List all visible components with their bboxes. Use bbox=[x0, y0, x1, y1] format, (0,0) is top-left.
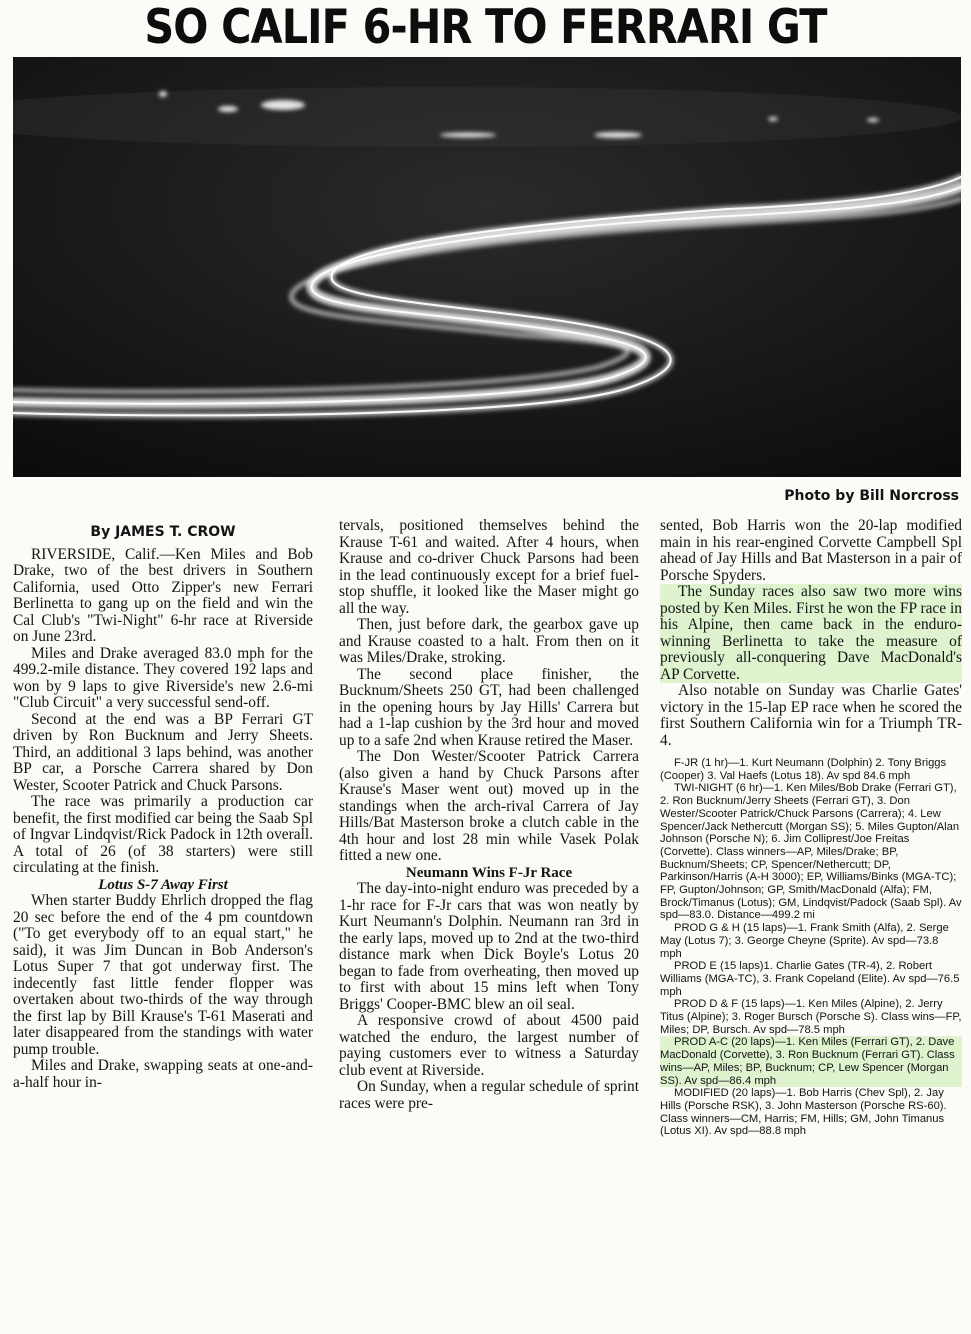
article-column-1 bbox=[13, 518, 313, 1332]
paragraph-continued: sented, Bob Harris won the 20-lap modified main in his rear-engined Corvette Campbell Spl ahead of Jay Hills and Bat Masterson in a pair of Porsche Spyders. bbox=[660, 518, 962, 584]
paragraph: Miles and Drake, swapping seats at one-and-a-half hour in- bbox=[13, 1057, 313, 1091]
paragraph: The race was primarily a production car benefit, the first modified car being the Saab Spl of Ingvar Lindqvist/Rick Padock in 12th overall. A total of 26 (of 38 starters) were still circulating at the finish. bbox=[13, 793, 313, 876]
result-entry: PROD E (15 laps)1. Charlie Gates (TR-4), 2. Robert Williams (MGA-TC), 3. Frank Copeland (Elite). Av spd—76.5 mph bbox=[660, 960, 960, 998]
race-night-photo bbox=[13, 57, 961, 477]
paragraph: The Don Wester/Scooter Patrick Carrera (also given a hand by Chuck Parsons after Krause's Maser went out) moved up in the standings when the arch-rival Carrera of Jay Hills/Bat Masterson broke a clutch cable in the 4th hour and lost 28 min while Vasek Polak fitted a new one. bbox=[339, 748, 639, 864]
paragraph: Also notable on Sunday was Charlie Gates' victory in the 15-lap EP race when he scored the first Southern California win for a Triumph TR-4. bbox=[660, 682, 962, 749]
paragraph: Then, just before dark, the gearbox gave up and Krause coasted to a halt. From then on it was Miles/Drake, stroking. bbox=[339, 616, 639, 666]
paragraph: Second at the end was a BP Ferrari GT driven by Ron Bucknum and Jerry Sheets. Third, an additional 3 laps behind, was another BP car, a Porsche Carrera shared by Don Wester, Scooter Patrick and Chuck Parsons. bbox=[13, 710, 313, 794]
result-entry: MODIFIED (20 laps)—1. Bob Harris (Chev Spl), 2. Jay Hills (Porsche RSK), 3. John Masterson (Porsche RS-60). Class winners—CM, Harris; FM, Hills; GM, John Timanus (Lotus XI). Av spd—88.8 mph bbox=[660, 1087, 947, 1138]
paragraph: Miles and Drake averaged 83.0 mph for the 499.2-mile distance. They covered 192 laps and won by 9 laps to give Riverside's new 2.6-mi "Club Circuit" a very successful send-off. bbox=[13, 644, 313, 711]
result-entry: PROD D & F (15 laps)—1. Ken Miles (Alpine), 2. Jerry Titus (Alpine); 3. Roger Bursch (Porsche S). Class wins—FP, Miles; DP, Bursch. Av spd—78.5 mph bbox=[660, 998, 962, 1036]
paragraph: RIVERSIDE, Calif.—Ken Miles and Bob Drake, two of the best drivers in Southern California, used Otto Zipper's new Ferrari Berlinetta to gang up on the field and win the Cal Club's "Twi-Night" 6-hr race at Riverside on June 23rd. bbox=[13, 545, 313, 645]
article-column-2 bbox=[339, 518, 639, 1332]
article-column-3 bbox=[660, 518, 962, 1332]
paragraph: The second place finisher, the Bucknum/Sheets 250 GT, had been challenged in the opening hours by Jay Hills' Carrera but had a 1-lap cushion by the 3rd hour and moved up to a safe 2nd when Krause retired the Maser. bbox=[339, 665, 639, 749]
result-entry: F-JR (1 hr)—1. Kurt Neumann (Dolphin) 2. Tony Briggs (Cooper) 3. Val Haefs (Lotus 18). Av spd 84.6 mph bbox=[660, 757, 947, 782]
result-entry: TWI-NIGHT (6 hr)—1. Ken Miles/Bob Drake (Ferrari GT), 2. Ron Bucknum/Jerry Sheets (Ferrari GT), 3. Don Wester/Scooter Patrick/Chuck Parsons (Carrera); 4. Lew Spencer/Jack Nethercutt (Morgan SS); 5. Miles Gupton/Alan Johnson (Porsche N); 6. Jim Colliprest/Joe Freitas (Corvette). Class winners—AP, Miles/Drake; BP, Bucknum/Sheets; CP, Spencer/Nethercutt; DP, Parkinson/Harris (A-H 3000); EP, Williams/Binks (MGA-TC); FP, Gupton/Johnson; GP, Smith/MacDonald (Alfa); FM, Brock/Timanus (Lotus); GM, Lindqvist/Padock (Saab Spl). Av spd—83.0. Distance—499.2 mi bbox=[660, 782, 962, 922]
headline: SO CALIF 6-HR TO FERRARI GT bbox=[144, 0, 827, 55]
highlighted-paragraph: The Sunday races also saw two more wins posted by Ken Miles. First he won the FP race in his Alpine, then came back in the enduro-winning Berlinetta to take the measure of previously all-conquering Dave MacDonald's AP Corvette. bbox=[660, 583, 962, 683]
photo-credit: Photo by Bill Norcross bbox=[784, 488, 959, 504]
result-entry: PROD G & H (15 laps)—1. Frank Smith (Alfa), 2. Serge May (Lotus 7); 3. George Cheyne (Sprite). Av spd—73.8 mph bbox=[660, 922, 949, 960]
paragraph: A responsive crowd of about 4500 paid watched the enduro, the largest number of paying customers ever to witness a Saturday club event at Riverside. bbox=[339, 1012, 639, 1079]
paragraph: On Sunday, when a regular schedule of sprint races were pre- bbox=[339, 1078, 639, 1112]
paragraph: The day-into-night enduro was preceded by a 1-hr race for F-Jr cars that was won neatly by Kurt Neumann's Dolphin. Neumann ran 3rd in the early laps, moved up to 2nd at the two-third distance mark when Dick Boyle's Lotus 20 began to fade from overheating, then moved up to first with about 15 mins left when Tony Briggs' Cooper-BMC blew an oil seal. bbox=[339, 880, 639, 1013]
paragraph-continued: tervals, positioned themselves behind the Krause T-61 and waited. After 4 hours, when Krause and co-driver Chuck Parsons had been in the lead continuously except for a brief fuel-stop shuffle, it looked like the Maser might go all the way. bbox=[339, 518, 639, 617]
paragraph: When starter Buddy Ehrlich dropped the flag 20 sec before the end of the 4 pm countdown ("To get everybody off to an equal start," he said), it was Jim Duncan in Bob Anderson's Lotus Super 7 that got underway first. The indecently fast little fender flopper was overtaken about two-thirds of the way through the first lap by Bill Krause's T-61 Maserati and later disappeared from the standings with water pump trouble. bbox=[13, 892, 313, 1058]
byline: By JAMES T. CROW bbox=[90, 524, 236, 540]
section-subhead: Neumann Wins F-Jr Race bbox=[405, 864, 573, 881]
section-subhead: Lotus S-7 Away First bbox=[98, 876, 228, 893]
race-results bbox=[660, 757, 962, 1138]
result-entry: PROD A-C (20 laps)—1. Ken Miles (Ferrari GT), 2. Dave MacDonald (Corvette), 3. Ron Bucknum (Ferrari GT). Class wins—AP, Miles; BP, Bucknum; CP, Lew Spencer (Morgan SS). Av spd—86.4 mph bbox=[660, 1036, 962, 1087]
